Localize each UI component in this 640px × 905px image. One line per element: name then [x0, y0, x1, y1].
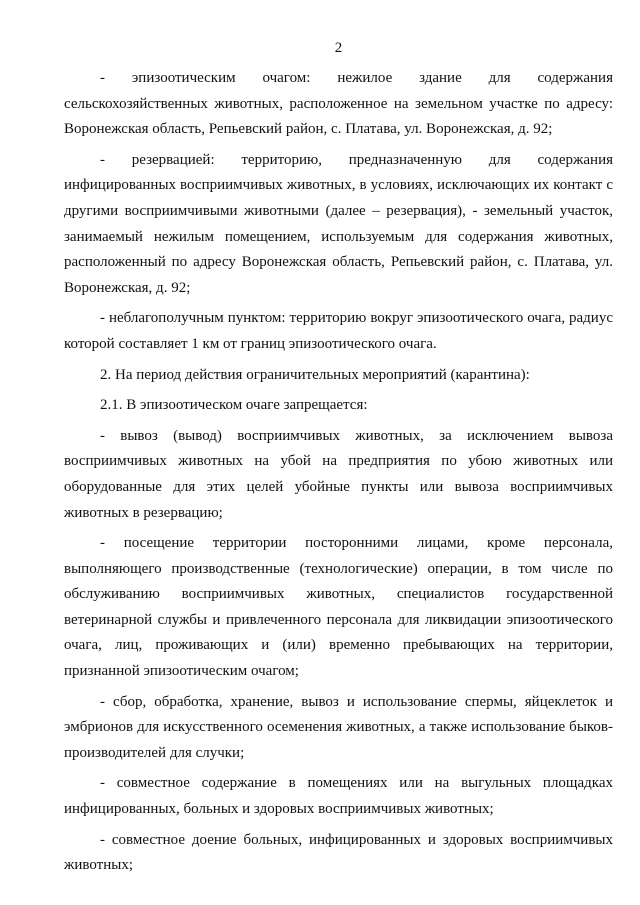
paragraph-ban-joint-milking: - совместное доение больных, инфицированных и здоровых восприимчивых животных;: [64, 831, 613, 874]
paragraph-unfavorable-point: - неблагополучным пунктом: территорию вокруг эпизоотического очага, радиус которой составляет 1 км от границ эпизоотического очага.: [64, 310, 613, 352]
paragraph-ban-visits: - посещение территории посторонними лицами, кроме персонала, выполняющего производственные (технологические) операции, в том числе по обслуживанию восприимчивых животных, специалистов государственной ветеринарной службы и привлеченного персонала для ликвидации эпизоотического очага, лиц, проживающих и (или) временно пребывающих на территории, признанной эпизоотическим очагом;: [64, 535, 613, 680]
page-number: 2: [334, 40, 343, 56]
paragraph-reservation: - резервацией: территорию, предназначенную для содержания инфицированных восприимчивых животных, в условиях, исключающих их контакт с другими восприимчивыми животными (далее – резервация), - земельный участок, занимаемый нежилым помещением, используемым для содержания животных, расположенный по адресу Воронежская область, Репьевский район, с. Платава, ул. Воронежская, д. 92;: [64, 151, 613, 296]
paragraph-section-2-1: 2.1. В эпизоотическом очаге запрещается:: [100, 397, 368, 414]
paragraph-ban-joint-keeping: - совместное содержание в помещениях или на выгульных площадках инфицированных, больных и здоровых восприимчивых животных;: [64, 775, 613, 818]
paragraph-section-2: 2. На период действия ограничительных мероприятий (карантина):: [100, 366, 530, 383]
paragraph-epizootic-focus: - эпизоотическим очагом: нежилое здание для содержания сельскохозяйственных животных, расположенное на земельном участке по адресу: Воронежская область, Репьевский район, с. Платава, ул. Воронежская, д. 92;: [64, 70, 613, 138]
paragraph-ban-semen: - сбор, обработка, хранение, вывоз и использование спермы, яйцеклеток и эмбрионов для искусственного осеменения животных, а также использование быков-производителей для случки;: [64, 693, 613, 761]
paragraph-ban-removal: - вывоз (вывод) восприимчивых животных, за исключением вывоза восприимчивых животных на убой на предприятия по убою животных или оборудованные для этих целей убойные пункты или вывоза восприимчивых животных в резервацию;: [64, 427, 613, 521]
